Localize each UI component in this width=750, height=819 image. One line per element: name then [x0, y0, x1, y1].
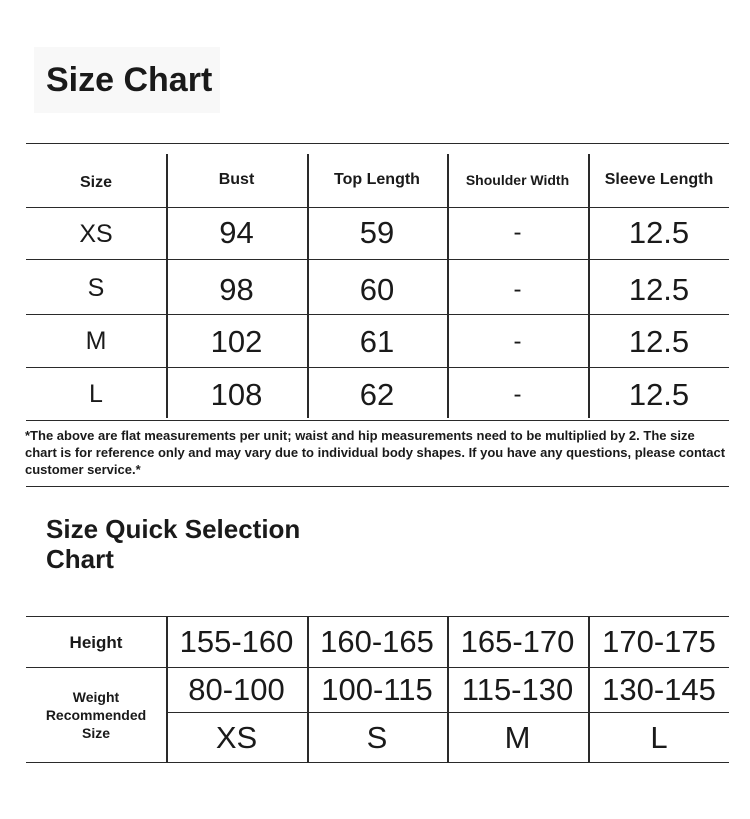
quick-chart-title: Size Quick Selection Chart — [46, 514, 301, 574]
table-cell-bust: 98 — [219, 271, 254, 307]
height-range: 170-175 — [602, 624, 716, 659]
height-range: 165-170 — [460, 624, 575, 659]
recommended-size-label: Recommended Size — [45, 707, 147, 741]
weight-label: Weight — [72, 689, 120, 705]
weight-range: 100-115 — [321, 672, 433, 707]
section-divider — [26, 486, 729, 487]
table-cell-shoulder-width: - — [513, 327, 522, 355]
quick-table-top-border — [26, 616, 729, 617]
table-cell-top-length: 60 — [359, 271, 395, 307]
table-cell-top-length: 61 — [359, 323, 395, 359]
table-cell-shoulder-width: - — [513, 380, 522, 408]
table-cell-sleeve-length: 12.5 — [628, 376, 690, 412]
table-cell-sleeve-length: 12.5 — [628, 323, 690, 359]
table-top-border — [26, 143, 729, 144]
header-bust: Bust — [218, 171, 255, 188]
weight-range: 115-130 — [461, 672, 574, 707]
height-label: Height — [69, 633, 123, 652]
table-cell-sleeve-length: 12.5 — [628, 214, 690, 250]
table-row-divider — [26, 314, 729, 315]
measurement-note: *The above are flat measurements per unit; waist and hip measurements need to be multiplied by 2. The size chart is for reference only and may vary due to individual body shapes. If you have any questions, please contact customer service.* — [25, 428, 726, 477]
table-bottom-border — [26, 420, 729, 421]
table-row-divider — [26, 367, 729, 368]
table-cell-size: S — [87, 274, 105, 302]
weight-range: 80-100 — [188, 672, 285, 707]
header-size: Size — [79, 174, 112, 191]
table-cell-shoulder-width: - — [513, 275, 522, 303]
recommended-size: L — [650, 720, 668, 755]
table-cell-size: XS — [79, 220, 113, 248]
quick-table-row-divider — [26, 667, 729, 668]
weight-range: 130-145 — [602, 672, 716, 707]
table-cell-shoulder-width: - — [513, 218, 522, 246]
height-range: 155-160 — [179, 624, 294, 659]
recommended-size: XS — [215, 720, 258, 755]
table-row-divider — [26, 259, 729, 260]
size-chart-title: Size Chart — [34, 47, 220, 113]
table-cell-sleeve-length: 12.5 — [628, 271, 690, 307]
table-cell-bust: 108 — [210, 376, 263, 412]
table-cell-bust: 102 — [210, 323, 263, 359]
header-shoulder-width: Shoulder Width — [465, 172, 570, 188]
table-cell-bust: 94 — [219, 214, 254, 250]
height-range: 160-165 — [320, 624, 434, 659]
header-top-length: Top Length — [334, 171, 420, 188]
table-cell-size: M — [85, 327, 107, 355]
header-sleeve-length: Sleeve Length — [604, 171, 714, 188]
recommended-size: S — [366, 720, 388, 755]
recommended-size: M — [504, 720, 531, 755]
table-cell-top-length: 62 — [359, 376, 395, 412]
table-cell-top-length: 59 — [359, 214, 395, 250]
table-cell-size: L — [89, 380, 103, 408]
quick-table-bottom-border — [26, 762, 729, 763]
table-row-divider — [26, 207, 729, 208]
